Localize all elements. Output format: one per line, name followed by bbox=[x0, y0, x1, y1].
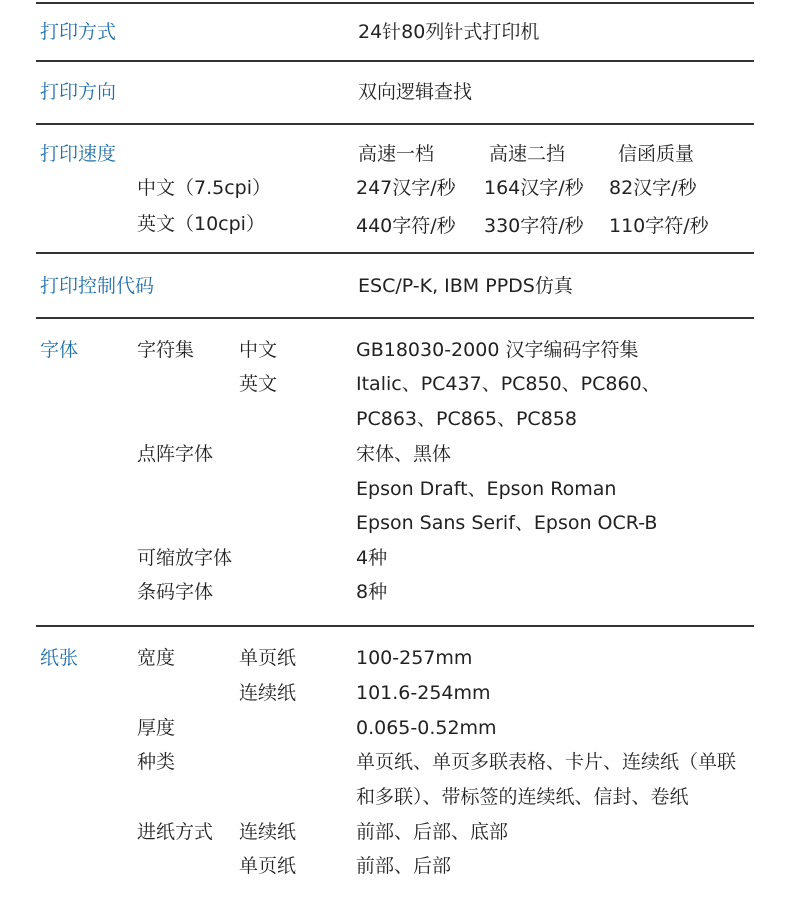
print-method-label: 打印方式 bbox=[40, 21, 117, 43]
speed-value: 247汉字/秒 bbox=[356, 177, 456, 199]
scalable-font-value: 4种 bbox=[356, 547, 388, 569]
charset-english-label: 英文 bbox=[239, 373, 278, 395]
scalable-font-label: 可缩放字体 bbox=[137, 547, 233, 569]
divider bbox=[36, 252, 754, 254]
divider bbox=[36, 625, 754, 627]
control-code-label: 打印控制代码 bbox=[40, 275, 155, 297]
charset-english-value: PC863、PC865、PC858 bbox=[356, 408, 577, 430]
speed-mode-header: 高速一档 bbox=[358, 143, 435, 165]
dot-font-value: Epson Draft、Epson Roman bbox=[356, 478, 617, 500]
paper-continuous-width: 101.6-254mm bbox=[356, 682, 491, 704]
print-direction-label: 打印方向 bbox=[40, 81, 117, 103]
speed-value: 110字符/秒 bbox=[609, 215, 709, 237]
print-method-value: 24针80列针式打印机 bbox=[358, 21, 540, 43]
speed-value: 440字符/秒 bbox=[356, 215, 456, 237]
paper-single-width: 100-257mm bbox=[356, 647, 473, 669]
paper-feed-continuous-value: 前部、后部、底部 bbox=[356, 821, 509, 843]
print-speed-label: 打印速度 bbox=[40, 143, 117, 165]
print-direction-value: 双向逻辑查找 bbox=[358, 81, 473, 103]
paper-thickness-label: 厚度 bbox=[137, 717, 176, 739]
charset-chinese-label: 中文 bbox=[239, 339, 278, 361]
charset-chinese-value: GB18030-2000 汉字编码字符集 bbox=[356, 339, 639, 361]
speed-row-label: 英文（10cpi） bbox=[137, 213, 265, 235]
speed-mode-header: 信函质量 bbox=[618, 143, 695, 165]
speed-value: 330字符/秒 bbox=[484, 215, 584, 237]
dot-font-value: Epson Sans Serif、Epson OCR-B bbox=[356, 512, 658, 534]
speed-value: 82汉字/秒 bbox=[609, 177, 697, 199]
paper-type-value: 和多联）、带标签的连续纸、信封、卷纸 bbox=[356, 786, 689, 808]
paper-feed-label: 进纸方式 bbox=[137, 821, 214, 843]
divider bbox=[36, 2, 754, 4]
paper-feed-single-value: 前部、后部 bbox=[356, 855, 452, 877]
charset-english-value: Italic、PC437、PC850、PC860、 bbox=[356, 373, 661, 395]
dot-font-label: 点阵字体 bbox=[137, 443, 214, 465]
speed-row-label: 中文（7.5cpi） bbox=[137, 177, 272, 199]
barcode-font-label: 条码字体 bbox=[137, 581, 214, 603]
paper-single-label: 单页纸 bbox=[239, 647, 297, 669]
paper-feed-continuous-label: 连续纸 bbox=[239, 821, 297, 843]
control-code-value: ESC/P-K, IBM PPDS仿真 bbox=[358, 275, 573, 297]
paper-type-value: 单页纸、单页多联表格、卡片、连续纸（单联 bbox=[356, 751, 737, 773]
divider bbox=[36, 123, 754, 125]
paper-type-label: 种类 bbox=[137, 751, 176, 773]
paper-width-label: 宽度 bbox=[137, 647, 176, 669]
paper-feed-single-label: 单页纸 bbox=[239, 855, 297, 877]
paper-continuous-label: 连续纸 bbox=[239, 682, 297, 704]
paper-label: 纸张 bbox=[40, 647, 79, 669]
speed-mode-header: 高速二挡 bbox=[489, 143, 566, 165]
divider bbox=[36, 60, 754, 62]
dot-font-value: 宋体、黑体 bbox=[356, 443, 452, 465]
paper-thickness-value: 0.065-0.52mm bbox=[356, 717, 497, 739]
charset-label: 字符集 bbox=[137, 339, 195, 361]
speed-value: 164汉字/秒 bbox=[484, 177, 584, 199]
divider bbox=[36, 317, 754, 319]
barcode-font-value: 8种 bbox=[356, 581, 388, 603]
font-label: 字体 bbox=[40, 339, 79, 361]
